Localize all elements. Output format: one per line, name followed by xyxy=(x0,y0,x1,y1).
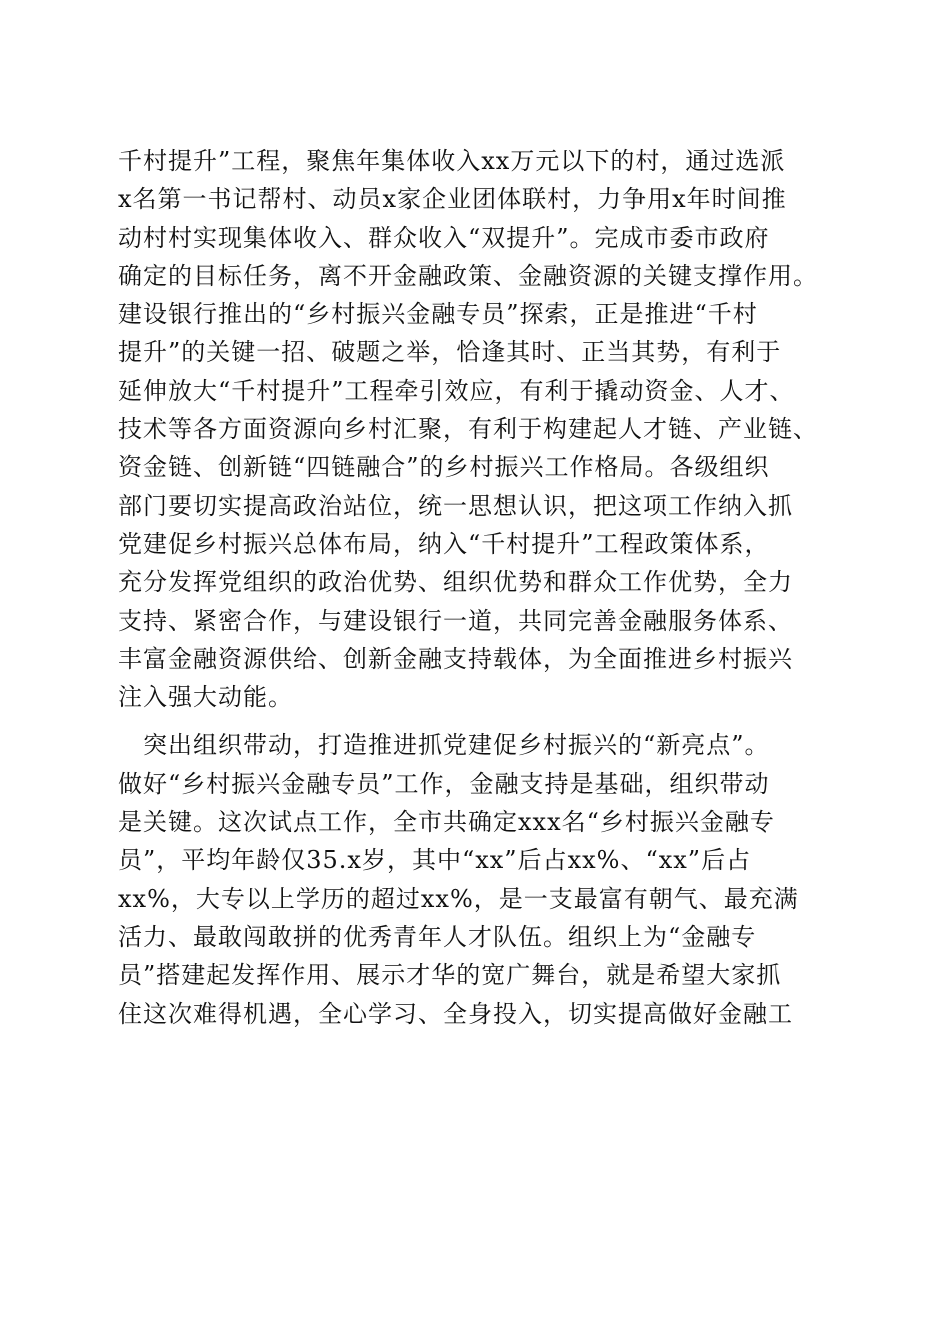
paragraph-2-line: 员”搭建起发挥作用、展示才华的宽广舞台，就是希望大家抓 xyxy=(118,961,782,990)
paragraph-2-line: 做好“乡村振兴金融专员”工作，金融支持是基础，组织带动 xyxy=(118,769,770,798)
paragraph-1-line: 支持、紧密合作，与建设银行一道，共同完善金融服务体系、 xyxy=(118,606,793,635)
paragraph-spacer xyxy=(118,716,838,726)
paragraph-1-line: 延伸放大“千村提升”工程牵引效应，有利于撬动资金、人才、 xyxy=(118,376,795,405)
paragraph-1-line: 党建促乡村振兴总体布局，纳入“千村提升”工程政策体系， xyxy=(118,529,770,558)
paragraph-2-line: 住这次难得机遇，全心学习、全身投入，切实提高做好金融工 xyxy=(118,999,793,1028)
paragraph-2 xyxy=(118,726,838,1032)
paragraph-1-line: 部门要切实提高政治站位，统一思想认识，把这项工作纳入抓 xyxy=(118,491,793,520)
paragraph-1-line: 资金链、创新链“四链融合”的乡村振兴工作格局。各级组织 xyxy=(118,453,770,482)
paragraph-1-line: 动村村实现集体收入、群众收入“双提升”。完成市委市政府 xyxy=(118,223,770,252)
paragraph-1-line: 提升”的关键一招、破题之举，恰逢其时、正当其势，有利于 xyxy=(118,338,782,367)
paragraph-2-line: 员”，平均年龄仅35.x岁，其中“xx”后占xx%、“xx”后占 xyxy=(118,846,752,875)
paragraph-1-line: 丰富金融资源供给、创新金融支持载体，为全面推进乡村振兴 xyxy=(118,644,793,673)
document-body xyxy=(118,142,838,1033)
paragraph-1-line: 充分发挥党组织的政治优势、组织优势和群众工作优势，全力 xyxy=(118,568,793,597)
paragraph-1-line: 确定的目标任务，离不开金融政策、金融资源的关键支撑作用。 xyxy=(118,261,818,290)
paragraph-2-line: xx%，大专以上学历的超过xx%，是一支最富有朝气、最充满 xyxy=(118,884,799,913)
paragraph-1-line: x名第一书记帮村、动员x家企业团体联村，力争用x年时间推 xyxy=(118,185,787,214)
paragraph-2-line: 是关键。这次试点工作，全市共确定xxx名“乡村振兴金融专 xyxy=(118,808,775,837)
paragraph-2-line: 活力、最敢闯敢拼的优秀青年人才队伍。组织上为“金融专 xyxy=(118,922,757,951)
paragraph-2-line: 突出组织带动，打造推进抓党建促乡村振兴的“新亮点”。 xyxy=(118,731,770,760)
paragraph-1-line: 注入强大动能。 xyxy=(118,683,293,712)
paragraph-1 xyxy=(118,142,838,716)
paragraph-1-line: 建设银行推出的“乡村振兴金融专员”探索，正是推进“千村 xyxy=(118,300,758,329)
paragraph-1-line: 技术等各方面资源向乡村汇聚，有利于构建起人才链、产业链、 xyxy=(118,415,818,444)
paragraph-1-line: 千村提升”工程，聚焦年集体收入xx万元以下的村，通过选派 xyxy=(118,147,786,175)
